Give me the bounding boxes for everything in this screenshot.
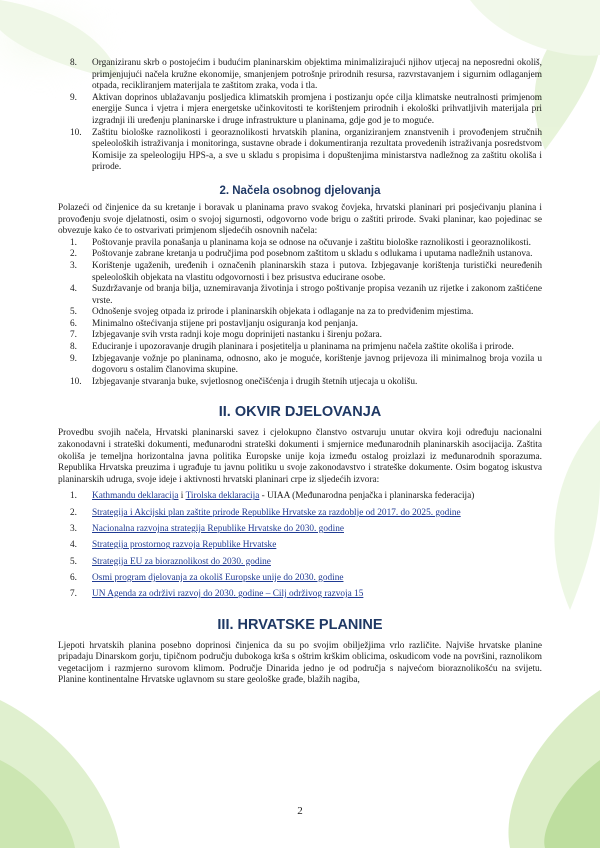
list-item: 10. Izbjegavanje stvaranja buke, svjetlosnog onečišćenja i drugih štetnih utjecaja u okolišu. bbox=[70, 376, 418, 387]
list-item: 9. Aktivan doprinos ublažavanju posljedica klimatskih promjena i postizanju opće cilja klimatske neutralnosti primjenom energije Sunca i vjetra i mjera energetske učinkovitosti te korištenjem prirodnih i ekološki prihvatljivih materijala pri izgradnji ili uređenju planinarske i druge infrastrukture u planinama, gdje god je to moguće. bbox=[70, 92, 542, 126]
list-item: 2. Poštovanje zabrane kretanja u područjima pod posebnom zaštitom u skladu s odlukama i uputama nadležnih ustanova. bbox=[70, 249, 533, 260]
kathmandu-declaration-link[interactable]: Kathmandu deklaracija bbox=[92, 491, 179, 502]
list-item: 7. UN Agenda za održivi razvoj do 2030. godine – Cilj održivog razvoja 15 bbox=[70, 589, 364, 600]
national-development-strategy-link[interactable]: Nacionalna razvojna strategija Republike Hrvatske do 2030. godine bbox=[92, 523, 344, 534]
eu-environment-programme-link[interactable]: Osmi program djelovanja za okoliš Europske unije do 2030. godine bbox=[92, 572, 344, 583]
leaf-bottom-right bbox=[508, 690, 600, 848]
document-page bbox=[58, 58, 542, 687]
leaf-bottom-left bbox=[0, 700, 120, 848]
list-item: 4. Strategija prostornog razvoja Republike Hrvatske bbox=[70, 540, 277, 551]
list-item: 3. Korištenje ugaženih, uređenih i označenih planinarskih staza i putova. Izbjegavanje korištenja turistički neuređenih speleoloških objekata na vlastitu odgovornosti i bez prisustva educirane osobe. bbox=[70, 260, 542, 283]
list-item: 1. Kathmandu deklaracija i Tirolska deklaracija - UIAA (Međunarodna penjačka i planinarska federacija) bbox=[70, 491, 475, 502]
section-2-heading: 2. Načela osobnog djelovanja bbox=[219, 184, 381, 197]
list-item: 3. Nacionalna razvojna strategija Republike Hrvatske do 2030. godine bbox=[70, 523, 344, 534]
list-item: 7. Izbjegavanje svih vrsta radnji koje mogu doprinijeti nastanku i širenju požara. bbox=[70, 330, 382, 341]
list-item: 2. Strategija i Akcijski plan zaštite prirode Republike Hrvatske za razdoblje od 2017. do 2025. godine bbox=[70, 507, 461, 518]
section-2-intro: Polazeći od činjenice da su kretanje i boravak u planinama pravo svakog čovjeka, hrvatski planinari pri posjećivanju planina i provođenju svoje djelatnosti, osim o svojoj sigurnosti, odgovorno vode brigu o zaštiti prirode. Svaki planinar, kao pojedinac se obvezuje kako će to ostvarivati primjenom sljedećih osnovnih načela: bbox=[58, 202, 542, 237]
list-item: 8. Organiziranu skrb o postojećim i budućim planinarskim objektima minimalizirajući njihov utjecaj na neposredni okoliš, primjenjujući načela kružne ekonomije, smanjenjem potrošnje prirodnih resursa, razvrstavanjem i sigurnim odlaganjem otpada, recikliranjem materijala te zaštitom zraka, voda i tla. bbox=[70, 58, 542, 92]
spatial-development-strategy-link[interactable]: Strategija prostornog razvoja Republike Hrvatske bbox=[92, 540, 277, 551]
personal-principles-list bbox=[58, 238, 542, 389]
leaf-right bbox=[554, 420, 600, 610]
eu-biodiversity-strategy-link[interactable]: Strategija EU za bioraznolikost do 2030. godine bbox=[92, 556, 271, 567]
protection-measures-list bbox=[58, 58, 542, 174]
list-item: 6. Minimalno oštećivanja stijene pri postavljanju osiguranja kod penjanja. bbox=[70, 318, 358, 329]
section-ii-intro: Provedbu svojih načela, Hrvatski planinarski savez i cjelokupno članstvo ostvaruju unutar okvira koji određuju nacionalni zakonodavni i strateški dokumenti, međunarodni strateški dokumenti i smjernice međunarodnih planinarskih asocijacija. Zaštita okoliša je temeljna horizontalna javna politika Europske unije koja između ostalog proizlazi iz međunarodnih sporazuma. Republika Hrvatska preuzima i ugrađuje tu javnu politiku u svoje zakonodavstvo i strateške dokumente. Osim bogatog iskustva planinarskih udruga, svoje ideje i aktivnosti hrvatski planinari crpe iz sljedećih izvora: bbox=[58, 428, 542, 485]
list-item: 10. Zaštitu biološke raznolikosti i georaznolikosti hrvatskih planina, organiziranjem znanstvenih i provođenjem stručnih speleoloških istraživanja i monitoringa, sustavne obrade i dokumentiranja rezultata provedenih istraživanja posredstvom Komisije za speleologiju HPS-a, a sve u skladu s propisima i dopuštenjima ministarstva nadležnog za zaštitu okoliša i prirode. bbox=[70, 127, 542, 173]
list-item: 5. Strategija EU za bioraznolikost do 2030. godine bbox=[70, 556, 271, 567]
list-item: 8. Educiranje i upozoravanje drugih planinara i posjetitelja u planinama na primjenu načela zaštite okoliša i prirode. bbox=[70, 342, 514, 353]
tyrol-declaration-link[interactable]: Tirolska deklaracija bbox=[185, 491, 260, 502]
list-item: 1. Poštovanje pravila ponašanja u planinama koja se odnose na očuvanje i zaštitu biološke raznolikosti i georaznolikosti. bbox=[70, 237, 531, 248]
page-number: 2 bbox=[297, 805, 303, 817]
list-item: 4. Suzdržavanje od branja bilja, uznemiravanja životinja i strogo poštivanje propisa vezanih uz rijetke i zakonom zaštićene vrste. bbox=[70, 284, 542, 306]
list-item: 5. Odnošenje svojeg otpada iz prirode i planinarskih objekata i odlaganje na za to predviđenim mjestima. bbox=[70, 307, 474, 318]
un-agenda-2030-link[interactable]: UN Agenda za održivi razvoj do 2030. godine – Cilj održivog razvoja 15 bbox=[92, 589, 364, 600]
section-iii-text: Ljepoti hrvatskih planina posebno doprinosi činjenica da su po svojim obilježjima vrlo različite. Najviše hrvatske planine pripadaju Dinarskom gorju, tipičnom području dubokoga krša s oštrim krškim oblicima, oskudicom vode na površini, raznolikom vegetacijom i razmjerno surovom klimom. Područje Dinarida jedno je od područja s najvećom bioraznolikošću na svijetu. Planine kontinentalne Hrvatske uglavnom su stare geološke građe, blažih nagiba, bbox=[58, 640, 542, 686]
section-ii-heading: II. OKVIR DJELOVANJA bbox=[218, 404, 382, 421]
sources-list bbox=[58, 491, 542, 600]
nature-protection-strategy-link[interactable]: Strategija i Akcijski plan zaštite prirode Republike Hrvatske za razdoblje od 2017. do 2025. godine bbox=[92, 507, 461, 518]
section-iii-heading: III. HRVATSKE PLANINE bbox=[217, 616, 383, 633]
list-item: 9. Izbjegavanje vožnje po planinama, odnosno, ako je moguće, korištenje javnog prijevoza ili minimalnog broja vozila u dogovoru s ostalim članovima skupine. bbox=[70, 353, 542, 376]
list-item: 6. Osmi program djelovanja za okoliš Europske unije do 2030. godine bbox=[70, 572, 344, 583]
